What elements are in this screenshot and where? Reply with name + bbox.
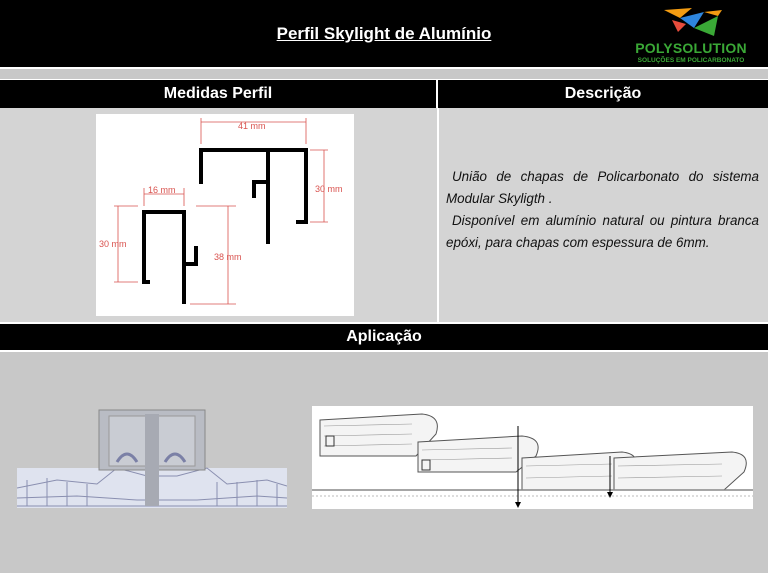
application-photo xyxy=(17,406,287,514)
description-text xyxy=(446,166,759,254)
section-band xyxy=(0,322,768,352)
dim-left-height: 30 mm xyxy=(99,239,127,249)
dim-small-width: 16 mm xyxy=(148,185,176,195)
logo-icon xyxy=(634,6,748,42)
column-header-medidas: Medidas Perfil xyxy=(0,80,438,108)
description-paragraph: Disponível em alumínio natural ou pintura branca epóxi, para chapas com espessura de 6mm. xyxy=(446,213,759,250)
dim-center-height: 38 mm xyxy=(214,252,242,262)
title-band xyxy=(0,0,768,69)
column-header-descricao: Descrição xyxy=(564,85,642,102)
dim-right-height: 30 mm xyxy=(315,184,343,194)
dim-top-width: 41 mm xyxy=(238,121,266,131)
page-title: Perfil Skylight de Alumínio xyxy=(276,24,492,43)
column-divider xyxy=(437,108,439,322)
logo-wordmark: POLYSOLUTION xyxy=(635,40,747,56)
profile-dimensions-drawing xyxy=(96,114,354,316)
section-title: Aplicação xyxy=(346,328,422,345)
table-header xyxy=(0,79,768,108)
application-diagram xyxy=(312,406,753,509)
logo-tagline: SOLUÇÕES EM POLICARBONATO xyxy=(637,57,745,64)
description-paragraph: União de chapas de Policarbonato do sistema Modular Skyligth . xyxy=(446,169,759,206)
company-logo xyxy=(634,6,748,66)
